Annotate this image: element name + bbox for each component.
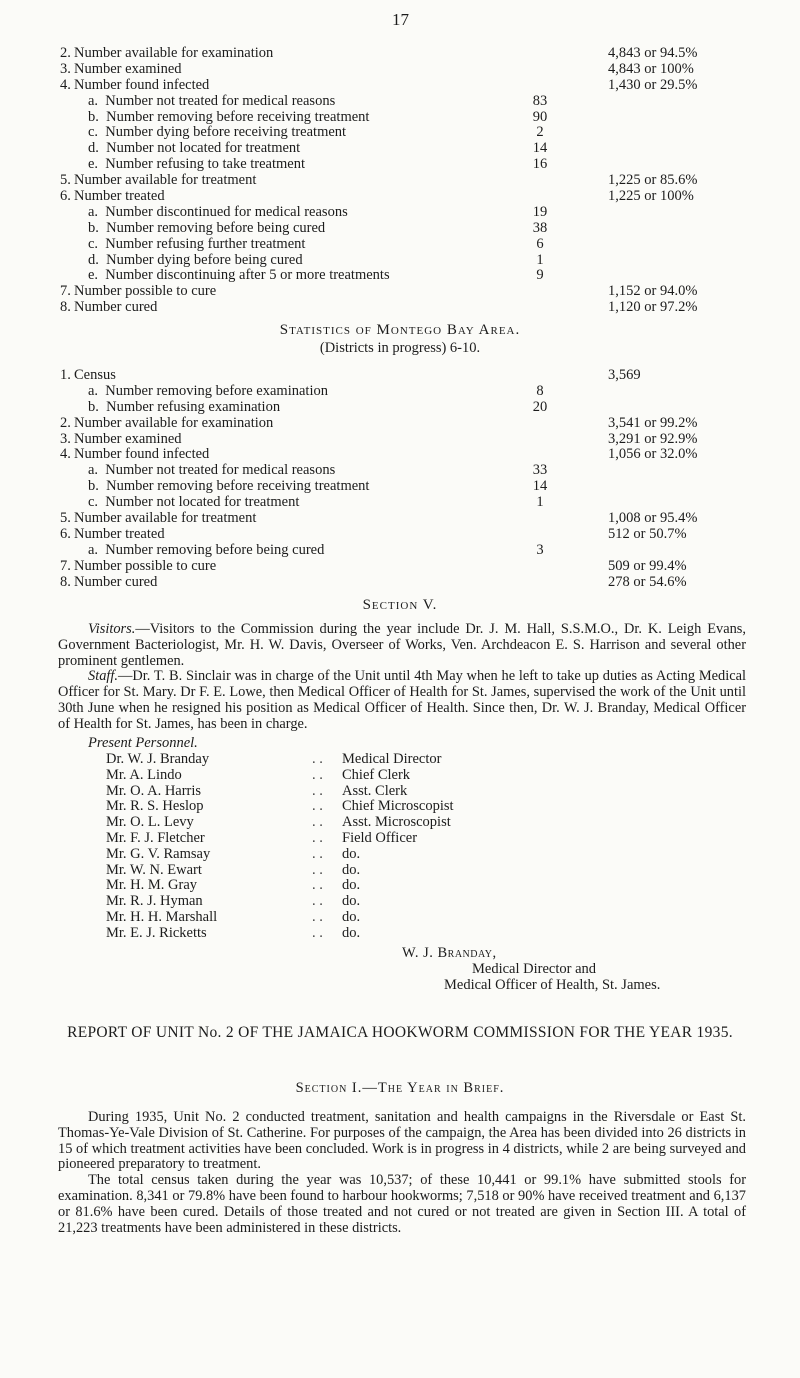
- report-paragraph-1: During 1935, Unit No. 2 conducted treatment, sanitation and health campaigns in the Riversdale or East St. Thomas-Ye-Vale Division of St. Catherine. For purposes of the campaign, the Area has been divided into 26 districts in 15 of which treatment activities have been concluded. Work is in progress in 4 districts, while 2 are being surveyed and pioneered preparatory to treatment.: [58, 1109, 746, 1173]
- row-number: 6.: [60, 525, 71, 542]
- row-label: c. Number not located for treatment: [88, 494, 300, 511]
- row-subcount: 9: [536, 267, 544, 284]
- row-label: Number cured: [74, 299, 158, 316]
- row-total: 1,008 or 95.4%: [608, 510, 698, 527]
- row-label: Number available for treatment: [74, 172, 257, 189]
- row-subcount: 8: [536, 382, 544, 399]
- table-row: [0, 575, 800, 591]
- leader-dots: . .: [312, 845, 323, 862]
- table-row: [0, 268, 800, 284]
- staff-text: —Dr. T. B. Sinclair was in charge of the Unit until 4th May when he left to take up duties as Acting Medical Officer for St. Mary. Dr F. E. Lowe, then Medical Officer of Health for St. James, supervised the work of the Unit until 30th June when he resigned his position as Medical Officer of Health. Since then, Dr. W. J. Branday, Medical Officer of Health for St. James, has been in charge.: [58, 668, 746, 732]
- row-label: a. Number discontinued for medical reasons: [88, 203, 348, 220]
- table-row: [0, 62, 800, 78]
- row-label: Number available for examination: [74, 414, 274, 431]
- row-label: Number possible to cure: [74, 283, 217, 300]
- table-row: [0, 205, 800, 221]
- row-label: a. Number removing before examination: [88, 382, 328, 399]
- table-row: [0, 447, 800, 463]
- personnel-row: [0, 847, 800, 863]
- row-label: d. Number not located for treatment: [88, 140, 301, 157]
- personnel-heading: Present Personnel.: [88, 735, 198, 751]
- table-row: [0, 400, 800, 416]
- personnel-name: Mr. R. S. Heslop: [106, 798, 204, 815]
- row-total: 1,225 or 85.6%: [608, 172, 698, 189]
- report-text: [58, 1110, 746, 1236]
- personnel-row: [0, 752, 800, 768]
- row-label: e. Number refusing to take treatment: [88, 156, 306, 173]
- row-label: Number available for examination: [74, 45, 274, 61]
- personnel-role: Chief Microscopist: [342, 798, 454, 815]
- row-number: 4.: [60, 76, 71, 93]
- row-label: a. Number not treated for medical reasons: [88, 462, 336, 479]
- row-number: 3.: [60, 60, 71, 77]
- row-number: 7.: [60, 283, 71, 300]
- signature-name: W. J. Branday,: [402, 945, 497, 961]
- table-row: [0, 416, 800, 432]
- leader-dots: . .: [312, 861, 323, 878]
- row-label: c. Number dying before receiving treatment: [88, 124, 347, 141]
- row-total: 4,843 or 94.5%: [608, 45, 698, 61]
- visitors-text: —Visitors to the Commission during the year include Dr. J. M. Hall, S.S.M.O., Dr. K. Leigh Evans, Government Bacteriologist, Mr. H. W. Davis, Overseer of Works, Ven. Archdeacon E. S. Harrison and several other prominent gentlemen.: [58, 621, 746, 669]
- personnel-name: Mr. W. N. Ewart: [106, 861, 202, 878]
- row-label: b. Number removing before receiving treatment: [88, 108, 370, 125]
- leader-dots: . .: [312, 782, 323, 799]
- leader-dots: . .: [312, 814, 323, 831]
- row-label: c. Number refusing further treatment: [88, 235, 306, 252]
- row-subcount: 83: [532, 92, 548, 109]
- personnel-role: Asst. Microscopist: [342, 814, 451, 831]
- row-label: Number examined: [74, 430, 182, 447]
- personnel-name: Dr. W. J. Branday: [106, 751, 210, 767]
- table-row: [0, 189, 800, 205]
- personnel-row: [0, 863, 800, 879]
- personnel-row: [0, 910, 800, 926]
- table-row: [0, 94, 800, 110]
- personnel-row: [0, 894, 800, 910]
- personnel-name: Mr. O. L. Levy: [106, 814, 194, 831]
- report-paragraph-2: The total census taken during the year was 10,537; of these 10,441 or 99.1% have submitted stools for examination. 8,341 or 79.8% have been found to harbour hookworms; 7,518 or 90% have received treatment and 6,137 or 81.6% have been cured. Details of those treated and not cured or not treated are given in Section III. A total of 21,223 treatments have been administered in these districts.: [58, 1172, 746, 1236]
- row-total: 1,152 or 94.0%: [608, 283, 698, 300]
- personnel-name: Mr. R. J. Hyman: [106, 893, 203, 910]
- row-label: Number found infected: [74, 76, 210, 93]
- row-subcount: 90: [532, 108, 548, 125]
- row-total: 3,569: [608, 367, 641, 383]
- personnel-role: Chief Clerk: [342, 766, 411, 783]
- personnel-name: Mr. H. M. Gray: [106, 877, 198, 894]
- row-total: 278 or 54.6%: [608, 573, 687, 590]
- row-label: Number available for treatment: [74, 510, 257, 527]
- row-total: 1,430 or 29.5%: [608, 76, 698, 93]
- table-row: [0, 237, 800, 253]
- table-row: [0, 559, 800, 575]
- table-row: [0, 384, 800, 400]
- row-subcount: 14: [532, 478, 548, 495]
- leader-dots: . .: [312, 766, 323, 783]
- personnel-name: Mr. H. H. Marshall: [106, 908, 218, 925]
- row-label: Number treated: [74, 188, 165, 205]
- table-row: [0, 110, 800, 126]
- table-row: [0, 141, 800, 157]
- row-label: b. Number removing before being cured: [88, 219, 326, 236]
- section-i-heading: Section I.—The Year in Brief.: [295, 1080, 505, 1096]
- row-label: b. Number refusing examination: [88, 398, 281, 415]
- personnel-role: do.: [342, 861, 361, 878]
- row-subcount: 38: [532, 219, 548, 236]
- row-subcount: 2: [536, 124, 544, 141]
- personnel-row: [0, 878, 800, 894]
- personnel-name: Mr. E. J. Ricketts: [106, 924, 207, 941]
- row-number: 8.: [60, 573, 71, 590]
- table-row: [0, 300, 800, 316]
- row-label: d. Number dying before being cured: [88, 251, 303, 268]
- row-subcount: 3: [536, 541, 544, 558]
- row-total: 1,056 or 32.0%: [608, 446, 698, 463]
- row-label: Census: [74, 367, 116, 383]
- personnel-role: do.: [342, 924, 361, 941]
- row-label: e. Number discontinuing after 5 or more treatments: [88, 267, 390, 284]
- stats-heading-subtitle: (Districts in progress) 6-10.: [319, 340, 481, 356]
- row-subcount: 20: [532, 398, 548, 415]
- leader-dots: . .: [312, 908, 323, 925]
- row-total: 3,541 or 99.2%: [608, 414, 698, 431]
- row-subcount: 6: [536, 235, 544, 252]
- statistics-table-1: [0, 46, 800, 316]
- row-number: 7.: [60, 557, 71, 574]
- personnel-list: [0, 752, 800, 942]
- staff-paragraph: [58, 669, 746, 732]
- table-row: [0, 543, 800, 559]
- table-row: [0, 511, 800, 527]
- row-number: 5.: [60, 510, 71, 527]
- row-label: a. Number removing before being cured: [88, 541, 325, 558]
- report-title: REPORT OF UNIT No. 2 OF THE JAMAICA HOOKWORM COMMISSION FOR THE YEAR 1935.: [67, 1024, 733, 1041]
- row-number: 2.: [60, 45, 71, 61]
- page-number: 17: [392, 10, 409, 29]
- row-number: 1.: [60, 367, 71, 383]
- personnel-role: Medical Director: [342, 751, 442, 767]
- personnel-row: [0, 815, 800, 831]
- personnel-row: [0, 926, 800, 942]
- row-label: Number examined: [74, 60, 182, 77]
- personnel-row: [0, 799, 800, 815]
- personnel-role: do.: [342, 893, 361, 910]
- row-subcount: 1: [536, 494, 544, 511]
- row-total: 1,225 or 100%: [608, 188, 694, 205]
- personnel-role: do.: [342, 877, 361, 894]
- table-row: [0, 253, 800, 269]
- personnel-row: [0, 831, 800, 847]
- row-total: 509 or 99.4%: [608, 557, 687, 574]
- leader-dots: . .: [312, 893, 323, 910]
- row-subcount: 14: [532, 140, 548, 157]
- table-row: [0, 527, 800, 543]
- personnel-row: [0, 784, 800, 800]
- row-total: 1,120 or 97.2%: [608, 299, 698, 316]
- table-row: [0, 479, 800, 495]
- personnel-role: Asst. Clerk: [342, 782, 408, 799]
- statistics-table-2: [0, 368, 800, 590]
- table-row: [0, 78, 800, 94]
- row-number: 6.: [60, 188, 71, 205]
- section-v-heading: Section V.: [362, 597, 438, 613]
- leader-dots: . .: [312, 751, 323, 767]
- row-subcount: 16: [532, 156, 548, 173]
- table-row: [0, 463, 800, 479]
- personnel-name: Mr. O. A. Harris: [106, 782, 202, 799]
- staff-label: Staff.: [88, 668, 118, 685]
- personnel-role: do.: [342, 845, 361, 862]
- leader-dots: . .: [312, 798, 323, 815]
- table-row: [0, 368, 800, 384]
- row-label: Number treated: [74, 525, 165, 542]
- row-number: 4.: [60, 446, 71, 463]
- personnel-row: [0, 768, 800, 784]
- personnel-role: do.: [342, 908, 361, 925]
- row-number: 2.: [60, 414, 71, 431]
- row-number: 8.: [60, 299, 71, 316]
- table-row: [0, 432, 800, 448]
- signature-line-1: Medical Director and: [472, 961, 597, 977]
- row-label: Number cured: [74, 573, 158, 590]
- table-row: [0, 46, 800, 62]
- leader-dots: . .: [312, 877, 323, 894]
- row-total: 512 or 50.7%: [608, 525, 687, 542]
- personnel-name: Mr. A. Lindo: [106, 766, 182, 783]
- signature-line-2: Medical Officer of Health, St. James.: [444, 977, 661, 993]
- stats-heading-title: Statistics of Montego Bay Area.: [279, 322, 521, 338]
- leader-dots: . .: [312, 924, 323, 941]
- row-subcount: 19: [532, 203, 548, 220]
- row-label: Number possible to cure: [74, 557, 217, 574]
- row-subcount: 33: [532, 462, 548, 479]
- row-label: a. Number not treated for medical reasons: [88, 92, 336, 109]
- table-row: [0, 157, 800, 173]
- table-row: [0, 173, 800, 189]
- row-subcount: 1: [536, 251, 544, 268]
- table-row: [0, 284, 800, 300]
- row-number: 3.: [60, 430, 71, 447]
- table-row: [0, 125, 800, 141]
- row-total: 4,843 or 100%: [608, 60, 694, 77]
- visitors-label: Visitors.: [88, 621, 136, 637]
- personnel-name: Mr. F. J. Fletcher: [106, 829, 205, 846]
- leader-dots: . .: [312, 829, 323, 846]
- table-row: [0, 221, 800, 237]
- personnel-name: Mr. G. V. Ramsay: [106, 845, 211, 862]
- row-number: 5.: [60, 172, 71, 189]
- table-row: [0, 495, 800, 511]
- row-label: Number found infected: [74, 446, 210, 463]
- visitors-paragraph: [58, 622, 746, 669]
- personnel-role: Field Officer: [342, 829, 418, 846]
- row-label: b. Number removing before receiving treatment: [88, 478, 370, 495]
- row-total: 3,291 or 92.9%: [608, 430, 698, 447]
- section-v-text: [58, 622, 746, 733]
